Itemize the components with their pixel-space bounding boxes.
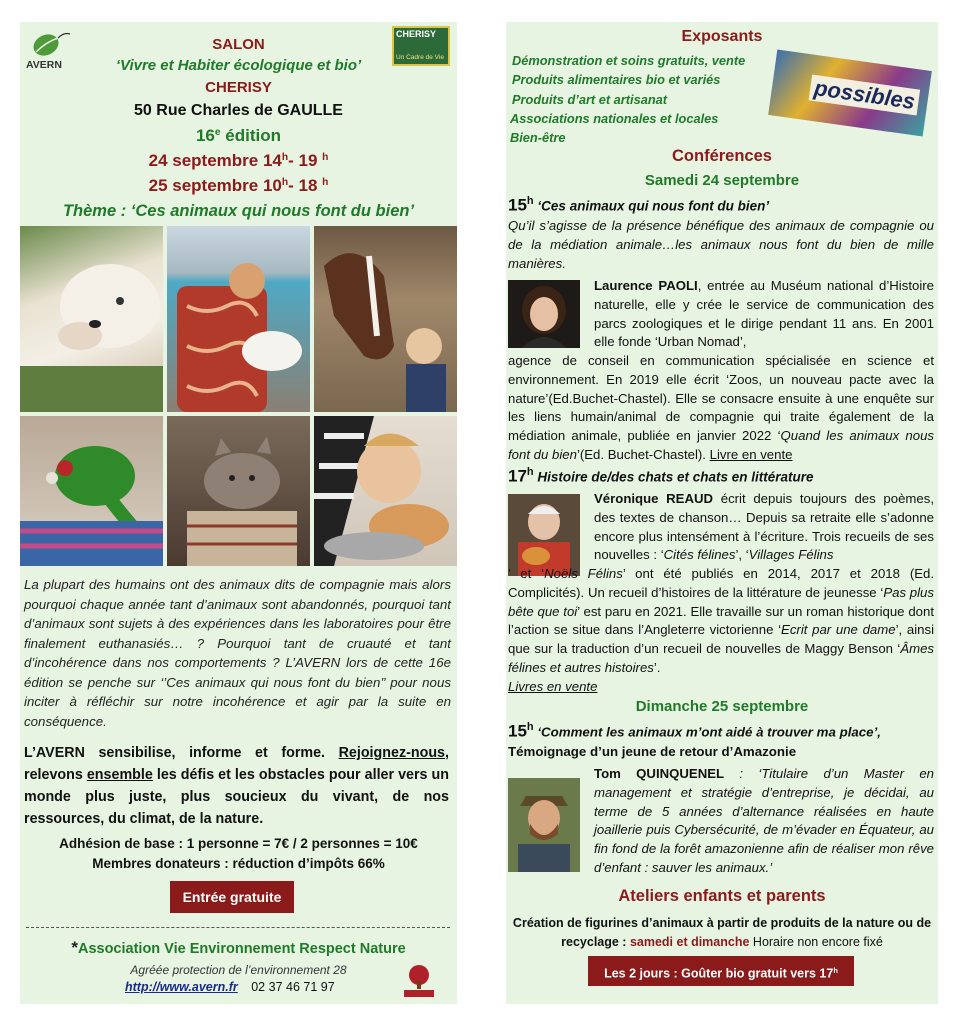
saturday-heading: Samedi 24 septembre bbox=[644, 172, 800, 189]
salon-name: ‘Vivre et Habiter écologique et bio’ bbox=[115, 57, 362, 74]
exhibitor-item: Produits d’art et artisanat bbox=[512, 91, 668, 107]
blanket-illustration bbox=[167, 226, 310, 412]
speaker3-bio: Tom QUINQUENEL : ‘Titulaire d’un Master en management et stratégie d’entreprise, je décidai, au terme de 5 années d’alternance réalisées en haute joaillerie puis Cybersécurité, de m’évader en Équateur, au fin fond de la forêt amazonienne afin de réaliser mon rêve d’enfant : sauver les animaux.’ bbox=[594, 766, 934, 875]
speaker3-photo bbox=[508, 778, 580, 872]
photo-horse bbox=[314, 226, 457, 412]
speaker2-sale: Livres en vente bbox=[508, 679, 598, 694]
speaker1-bio-bottom: agence de conseil en communication spécialisée en science et environnement. En 2019 elle écrit ‘Zoos, un nouveau pacte avec la nature’(Ed.Buchet-Chastel). Elle se consacre ensuite à une enquête sur les liens humain/animal de compagnie qui traite également de la médiation animale, publiée en janvier 2022 ‘Quand les animaux nous font du bien’(Ed. Buchet-Chastel). Livre en vente bbox=[508, 353, 934, 462]
exhibitor-item: Produits alimentaires bio et variés bbox=[512, 72, 721, 88]
mission-paragraph: L’AVERN sensibilise, informe et forme. Rejoignez-nous, relevons ensemble les défis et les obstacles pour aller vers un monde plus juste, plus soucieux du vivant, de nos ressources, du climat, de la nature. bbox=[24, 745, 450, 827]
salon-label: SALON bbox=[212, 36, 265, 53]
talk1-heading: 15$^h$ ‘Ces animaux qui nous font du bien’ bbox=[508, 195, 770, 215]
possibles-logo-text: possibles bbox=[809, 75, 921, 116]
free-entry-badge: Entrée gratuite bbox=[170, 881, 294, 913]
fne-badge bbox=[402, 963, 436, 997]
man-portrait-icon bbox=[508, 778, 580, 872]
exhibitors-list bbox=[510, 51, 745, 147]
photo-cat-chair bbox=[167, 416, 310, 566]
photo-dog-paw bbox=[20, 226, 163, 412]
edition: 16e édition bbox=[195, 126, 282, 145]
exhibitor-item: Associations nationales et locales bbox=[510, 110, 719, 126]
photo-child-cat bbox=[314, 416, 457, 566]
snack-badge: Les 2 jours : Goûter bio gratuit vers 17$^h$ bbox=[588, 956, 854, 986]
exhibitors-title: Exposants bbox=[681, 28, 763, 45]
speaker1-bio-top: Laurence PAOLI, entrée au Muséum national d’Histoire naturelle, elle y crée le service de communication des parcs zoologiques et le dirige pendant 11 ans. En 2001 elle fonde ‘Urban Nomad’, bbox=[594, 278, 934, 350]
woman-portrait-icon bbox=[508, 280, 580, 348]
speaker2-bio-top: Véronique REAUD écrit depuis toujours des poèmes, des textes de chanson… Depuis sa retraite elle s’adonne encore plus intensément à l’écriture. Trois recueils de ses nouvelles : ‘Cités félines’, ‘Villages Félins bbox=[594, 491, 934, 563]
possibles-logo bbox=[768, 49, 932, 136]
photo-parrot bbox=[20, 416, 163, 566]
workshops-title: Ateliers enfants et parents bbox=[618, 887, 826, 905]
dog-illustration bbox=[20, 226, 163, 412]
cherisy-logo-title: CHERISY bbox=[396, 29, 437, 39]
speaker2-photo bbox=[508, 494, 580, 576]
exhibitor-item: Bien-être bbox=[510, 130, 566, 146]
date-sunday: 25 septembre 10$^h$- 18 $^h$ bbox=[148, 176, 329, 195]
website-link[interactable]: http://www.avern.fr bbox=[125, 980, 238, 994]
right-flyer-panel bbox=[506, 22, 938, 1004]
intro-paragraph: La plupart des humains ont des animaux dits de compagnie mais alors pourquoi chaque année tant d’animaux sont abandonnés, pourquoi tant d’animaux sont sujets à des expériences dans les laboratoires pour être finalement euthanasiés… ? Pourquoi tant de cruauté et tant d’incohérence dans nos comportements ? L’AVERN lors de cette 16e édition se penche sur ‘’Ces animaux qui nous font du bien’’ pour nous inciter à réfléchir sur notre incohérence et agir par la suite en conséquence. bbox=[24, 577, 451, 729]
talk3-heading: 15$^h$ ‘Comment les animaux m’ont aidé à trouver ma place’, bbox=[508, 721, 881, 741]
cat-illustration bbox=[167, 416, 310, 566]
donors-line: Membres donateurs : réduction d’impôts 66% bbox=[92, 856, 385, 871]
tree-icon bbox=[402, 963, 436, 997]
speaker2-bio-bottom: ’ et ‘Noëls Félins’ ont été publiés en 2014, 2017 et 2018 (Ed. Complicités). Un recueil d’histoires de la littérature de jeunesse ‘Pas plus bête que toi’ est paru en 2021. Elle travaille sur un roman historique dont l’action se situe dans l’Angleterre victorienne ‘Ecrit par une dame’, ainsi que sur la traduction d’un recueil de nouvelles de Maggy Benson ‘Âmes félines et autres histoires’. bbox=[508, 566, 935, 675]
phone-number: 02 37 46 71 97 bbox=[251, 980, 335, 994]
left-flyer-panel bbox=[20, 22, 457, 1004]
theme: Thème : ‘Ces animaux qui nous font du bien’ bbox=[62, 202, 415, 220]
child-cat-illustration bbox=[314, 416, 457, 566]
talk2-heading: 17$^h$ Histoire de/des chats et chats en littérature bbox=[508, 466, 814, 486]
membership-line: Adhésion de base : 1 personne = 7€ / 2 personnes = 10€ bbox=[59, 836, 418, 851]
photo-dog-blanket bbox=[167, 226, 310, 412]
contact-line bbox=[125, 980, 335, 994]
parrot-illustration bbox=[20, 416, 163, 566]
dashed-divider bbox=[26, 927, 450, 928]
exhibitor-item: Démonstration et soins gratuits, vente bbox=[512, 53, 746, 68]
talk3-subtitle: Témoignage d’un jeune de retour d’Amazonie bbox=[508, 744, 797, 759]
speaker1-photo bbox=[508, 280, 580, 348]
cherisy-logo-sub: Un Cadre de Vie bbox=[396, 54, 444, 61]
talk1-intro: Qu’il s’agisse de la présence bénéfique des animaux de compagnie ou de la médiation animale…les animaux nous font du bien de mille manières. bbox=[508, 218, 934, 271]
date-saturday: 24 septembre 14$^h$- 19 $^h$ bbox=[148, 151, 329, 170]
woman-cat-portrait-icon bbox=[508, 494, 580, 576]
town: CHERISY bbox=[205, 79, 272, 96]
approved-line: Agréée protection de l’environnement 28 bbox=[130, 963, 347, 977]
sunday-heading: Dimanche 25 septembre bbox=[635, 698, 809, 715]
horse-illustration bbox=[314, 226, 457, 412]
address: 50 Rue Charles de GAULLE bbox=[134, 102, 343, 119]
conferences-title: Conférences bbox=[672, 147, 772, 165]
association-name: *Association Vie Environnement Respect Nature bbox=[71, 938, 406, 957]
workshops-text: Création de figurines d’animaux à partir de produits de la nature ou de recyclage : samedi et dimanche Horaire non encore fixé bbox=[512, 916, 932, 949]
avern-logo-text: AVERN bbox=[26, 59, 62, 71]
animal-photo-grid bbox=[20, 226, 457, 566]
